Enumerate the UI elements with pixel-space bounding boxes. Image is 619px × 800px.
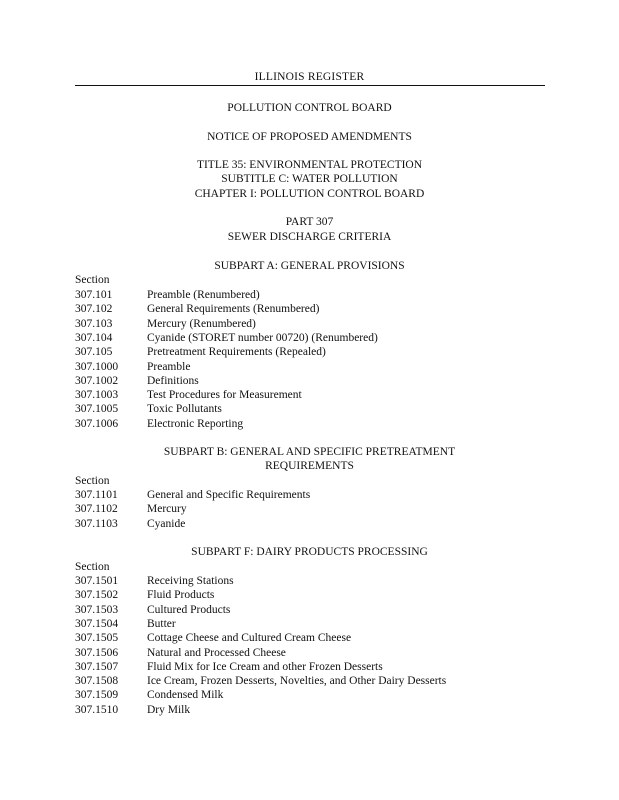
section-number: 307.1502 xyxy=(75,589,119,602)
subpart-b-heading-line2: REQUIREMENTS xyxy=(265,460,354,472)
section-row xyxy=(75,317,555,331)
section-title: Butter xyxy=(147,617,176,630)
section-number: 307.1000 xyxy=(75,360,119,373)
section-number: 307.1506 xyxy=(75,646,119,659)
section-title: Pretreatment Requirements (Repealed) xyxy=(147,346,326,359)
section-row xyxy=(75,331,555,345)
section-number: 307.1508 xyxy=(75,675,119,688)
section-row xyxy=(75,574,555,588)
section-title: Ice Cream, Frozen Desserts, Novelties, and Other Dairy Desserts xyxy=(147,675,447,688)
section-number: 307.1002 xyxy=(75,374,119,387)
section-number: 307.1504 xyxy=(75,617,119,630)
section-title: Dry Milk xyxy=(147,703,191,716)
section-number: 307.103 xyxy=(75,317,113,330)
section-row xyxy=(75,417,555,431)
subpart-b-heading-line1: SUBPART B: GENERAL AND SPECIFIC PRETREATMENT xyxy=(163,446,456,458)
section-row xyxy=(75,588,555,602)
section-title: Preamble xyxy=(147,360,191,373)
subtitle-line: SUBTITLE C: WATER POLLUTION xyxy=(221,173,398,185)
section-title: Fluid Mix for Ice Cream and other Frozen Desserts xyxy=(147,660,383,673)
section-number: 307.105 xyxy=(75,346,113,359)
section-number: 307.1006 xyxy=(75,417,119,430)
section-row xyxy=(75,374,555,388)
section-label: Section xyxy=(75,561,110,573)
section-row xyxy=(75,517,555,531)
section-number: 307.1505 xyxy=(75,632,119,645)
section-row xyxy=(75,603,555,617)
section-number: 307.1507 xyxy=(75,660,119,673)
section-label: Section xyxy=(75,475,110,487)
section-number: 307.1510 xyxy=(75,703,119,716)
section-row xyxy=(75,617,555,631)
section-title: Preamble (Renumbered) xyxy=(147,289,260,301)
section-row xyxy=(75,302,555,316)
board-title: POLLUTION CONTROL BOARD xyxy=(227,102,392,114)
header-rule xyxy=(75,85,545,86)
notice-title: NOTICE OF PROPOSED AMENDMENTS xyxy=(207,131,412,143)
section-number: 307.1003 xyxy=(75,389,119,402)
section-title: Definitions xyxy=(147,374,199,387)
section-number: 307.102 xyxy=(75,303,113,316)
section-row xyxy=(75,360,555,374)
section-number: 307.1102 xyxy=(75,503,118,516)
section-title: General Requirements (Renumbered) xyxy=(147,303,320,316)
chapter-line: CHAPTER I: POLLUTION CONTROL BOARD xyxy=(194,188,425,200)
section-row xyxy=(75,674,555,688)
section-number: 307.1503 xyxy=(75,603,119,616)
title-line: TITLE 35: ENVIRONMENTAL PROTECTION xyxy=(196,159,423,171)
section-row xyxy=(75,388,555,402)
section-number: 307.1101 xyxy=(75,489,118,501)
section-row xyxy=(75,288,555,302)
section-row xyxy=(75,402,555,416)
section-title: Fluid Products xyxy=(147,589,215,602)
section-title: General and Specific Requirements xyxy=(147,489,311,501)
section-row xyxy=(75,660,555,674)
section-number: 307.101 xyxy=(75,289,113,301)
part-name: SEWER DISCHARGE CRITERIA xyxy=(227,231,392,243)
section-title: Cyanide (STORET number 00720) (Renumbered) xyxy=(147,331,378,344)
section-title: Mercury xyxy=(147,503,187,516)
section-number: 307.1501 xyxy=(75,575,119,587)
section-title: Toxic Pollutants xyxy=(147,403,222,416)
section-row xyxy=(75,631,555,645)
section-row xyxy=(75,345,555,359)
register-header: ILLINOIS REGISTER xyxy=(254,71,365,83)
section-number: 307.104 xyxy=(75,331,113,344)
section-row xyxy=(75,488,555,502)
section-number: 307.1509 xyxy=(75,689,119,702)
section-title: Mercury (Renumbered) xyxy=(147,317,256,330)
section-number: 307.1005 xyxy=(75,403,119,416)
section-row xyxy=(75,646,555,660)
part-number: PART 307 xyxy=(285,216,334,228)
section-label: Section xyxy=(75,274,110,286)
section-row xyxy=(75,703,555,717)
section-number: 307.1103 xyxy=(75,517,118,530)
section-row xyxy=(75,502,555,516)
section-title: Test Procedures for Measurement xyxy=(147,389,302,402)
section-title: Receiving Stations xyxy=(147,575,234,587)
section-title: Natural and Processed Cheese xyxy=(147,646,286,659)
section-title: Electronic Reporting xyxy=(147,417,244,430)
section-title: Cultured Products xyxy=(147,603,231,616)
section-title: Condensed Milk xyxy=(147,689,224,702)
subpart-f-heading: SUBPART F: DAIRY PRODUCTS PROCESSING xyxy=(191,546,428,558)
section-title: Cottage Cheese and Cultured Cream Cheese xyxy=(147,632,352,645)
section-title: Cyanide xyxy=(147,517,186,530)
section-row xyxy=(75,688,555,702)
subpart-a-heading: SUBPART A: GENERAL PROVISIONS xyxy=(214,260,405,272)
